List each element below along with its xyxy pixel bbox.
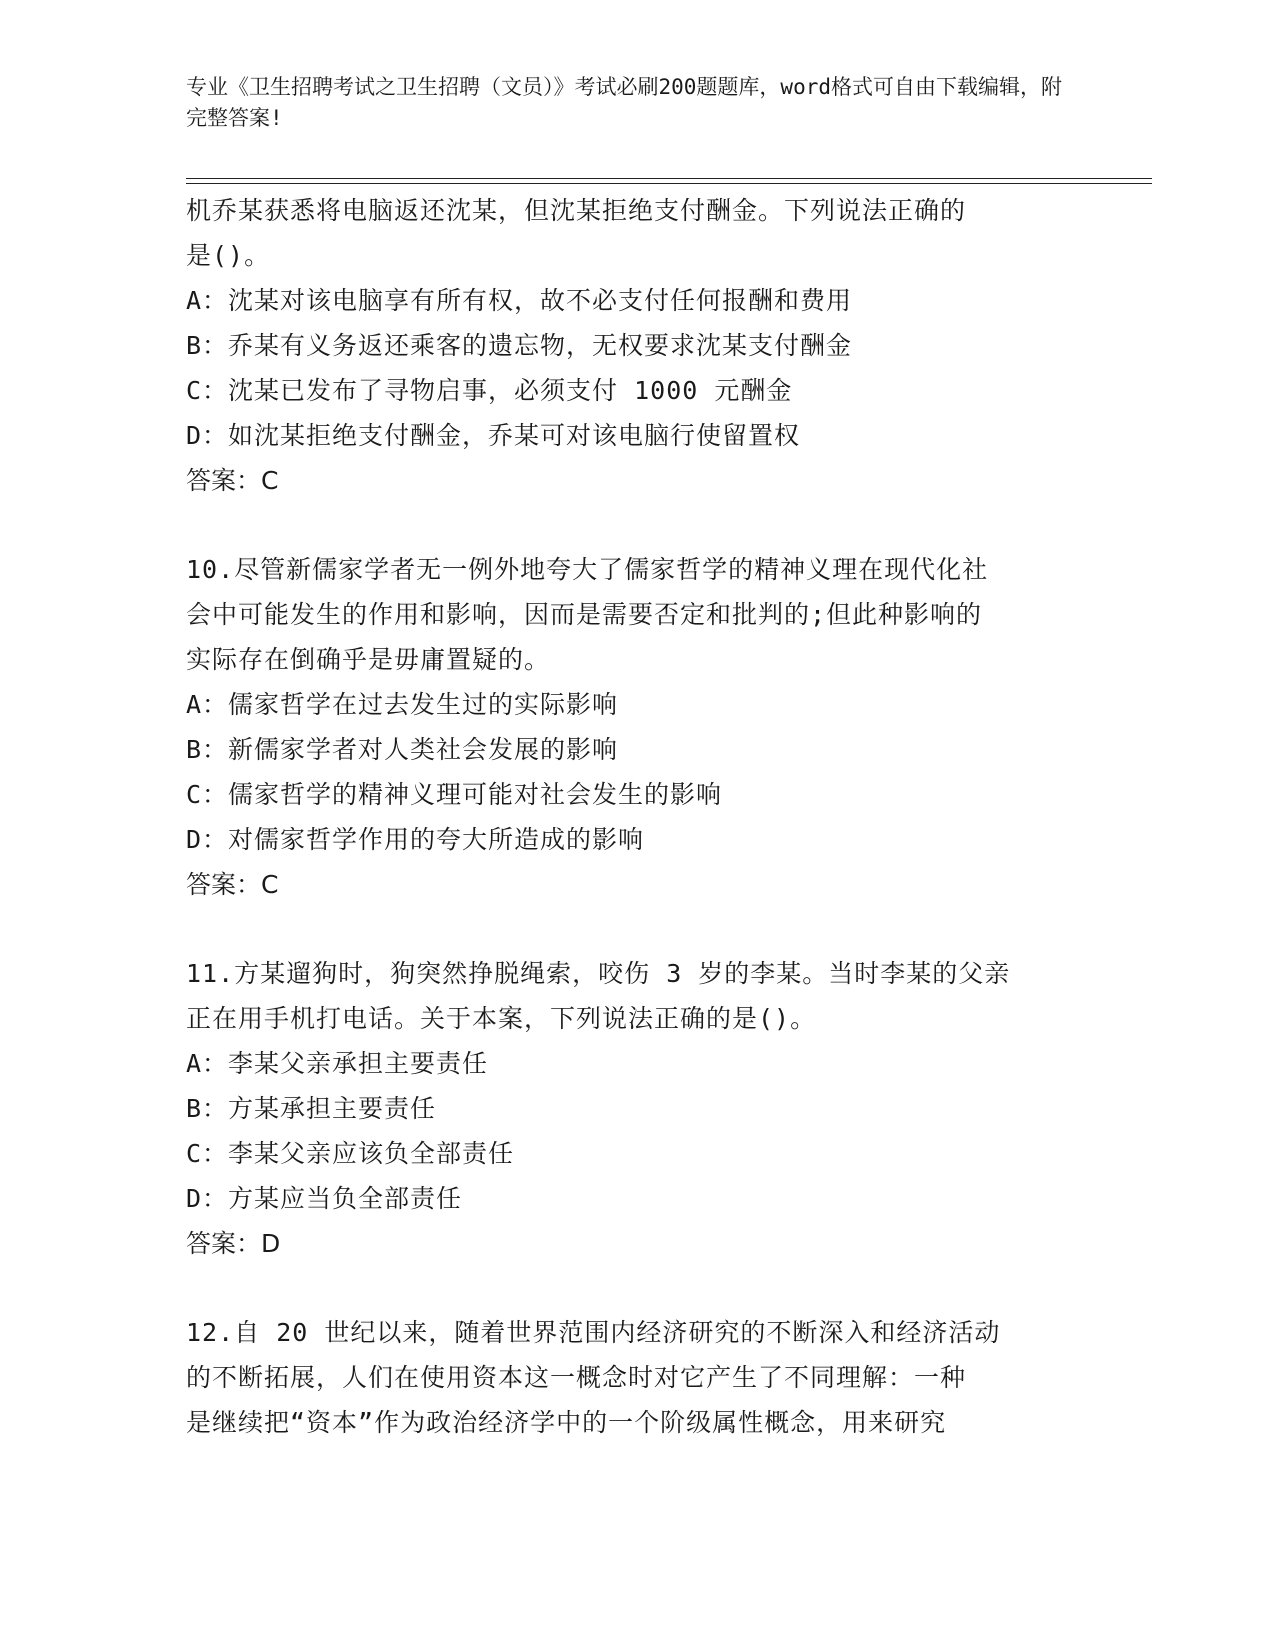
q11-answer: 答案：D xyxy=(186,1229,281,1258)
q9-option-a: A：沈某对该电脑享有所有权，故不必支付任何报酬和费用 xyxy=(186,286,853,315)
q10-answer: 答案：C xyxy=(186,870,279,899)
document-header: 专业《卫生招聘考试之卫生招聘（文员）》考试必刷200题题库，word格式可自由下载编辑，附完整答案! xyxy=(186,75,1062,130)
q9-stem-line: 机乔某获悉将电脑返还沈某，但沈某拒绝支付酬金。下列说法正确的 xyxy=(186,196,967,225)
q9-stem-line: 是()。 xyxy=(186,241,271,270)
q10-stem-line: 实际存在倒确乎是毋庸置疑的。 xyxy=(186,645,551,674)
q11-stem-line: 正在用手机打电话。关于本案，下列说法正确的是()。 xyxy=(186,1004,817,1033)
q10-stem-line: 10.尽管新儒家学者无一例外地夸大了儒家哲学的精神义理在现代化社 xyxy=(186,555,989,584)
q9-answer: 答案：C xyxy=(186,466,279,495)
q10-option-a: A：儒家哲学在过去发生过的实际影响 xyxy=(186,690,619,719)
q9-option-d: D：如沈某拒绝支付酬金，乔某可对该电脑行使留置权 xyxy=(186,421,801,450)
header-rule-top xyxy=(186,178,1152,179)
q10-option-b: B：新儒家学者对人类社会发展的影响 xyxy=(186,735,619,764)
q12-stem-line: 是继续把“资本”作为政治经济学中的一个阶级属性概念，用来研究 xyxy=(186,1408,947,1437)
q11-option-b: B：方某承担主要责任 xyxy=(186,1094,437,1123)
q11-option-c: C：李某父亲应该负全部责任 xyxy=(186,1139,515,1168)
q9-option-b: B：乔某有义务返还乘客的遗忘物，无权要求沈某支付酬金 xyxy=(186,331,853,360)
q9-option-c: C：沈某已发布了寻物启事，必须支付 1000 元酬金 xyxy=(186,376,793,405)
question-content xyxy=(186,188,1066,1445)
q12-stem-line: 的不断拓展，人们在使用资本这一概念时对它产生了不同理解：一种 xyxy=(186,1363,967,1392)
q11-option-d: D：方某应当负全部责任 xyxy=(186,1184,463,1213)
q11-stem-line: 11.方某遛狗时，狗突然挣脱绳索，咬伤 3 岁的李某。当时李某的父亲 xyxy=(186,959,1011,988)
header-rule-bottom xyxy=(186,183,1152,184)
q10-stem-line: 会中可能发生的作用和影响，因而是需要否定和批判的;但此种影响的 xyxy=(186,600,983,629)
q10-option-d: D：对儒家哲学作用的夸大所造成的影响 xyxy=(186,825,645,854)
q11-option-a: A：李某父亲承担主要责任 xyxy=(186,1049,489,1078)
q12-stem-line: 12.自 20 世纪以来，随着世界范围内经济研究的不断深入和经济活动 xyxy=(186,1318,1001,1347)
q10-option-c: C：儒家哲学的精神义理可能对社会发生的影响 xyxy=(186,780,723,809)
